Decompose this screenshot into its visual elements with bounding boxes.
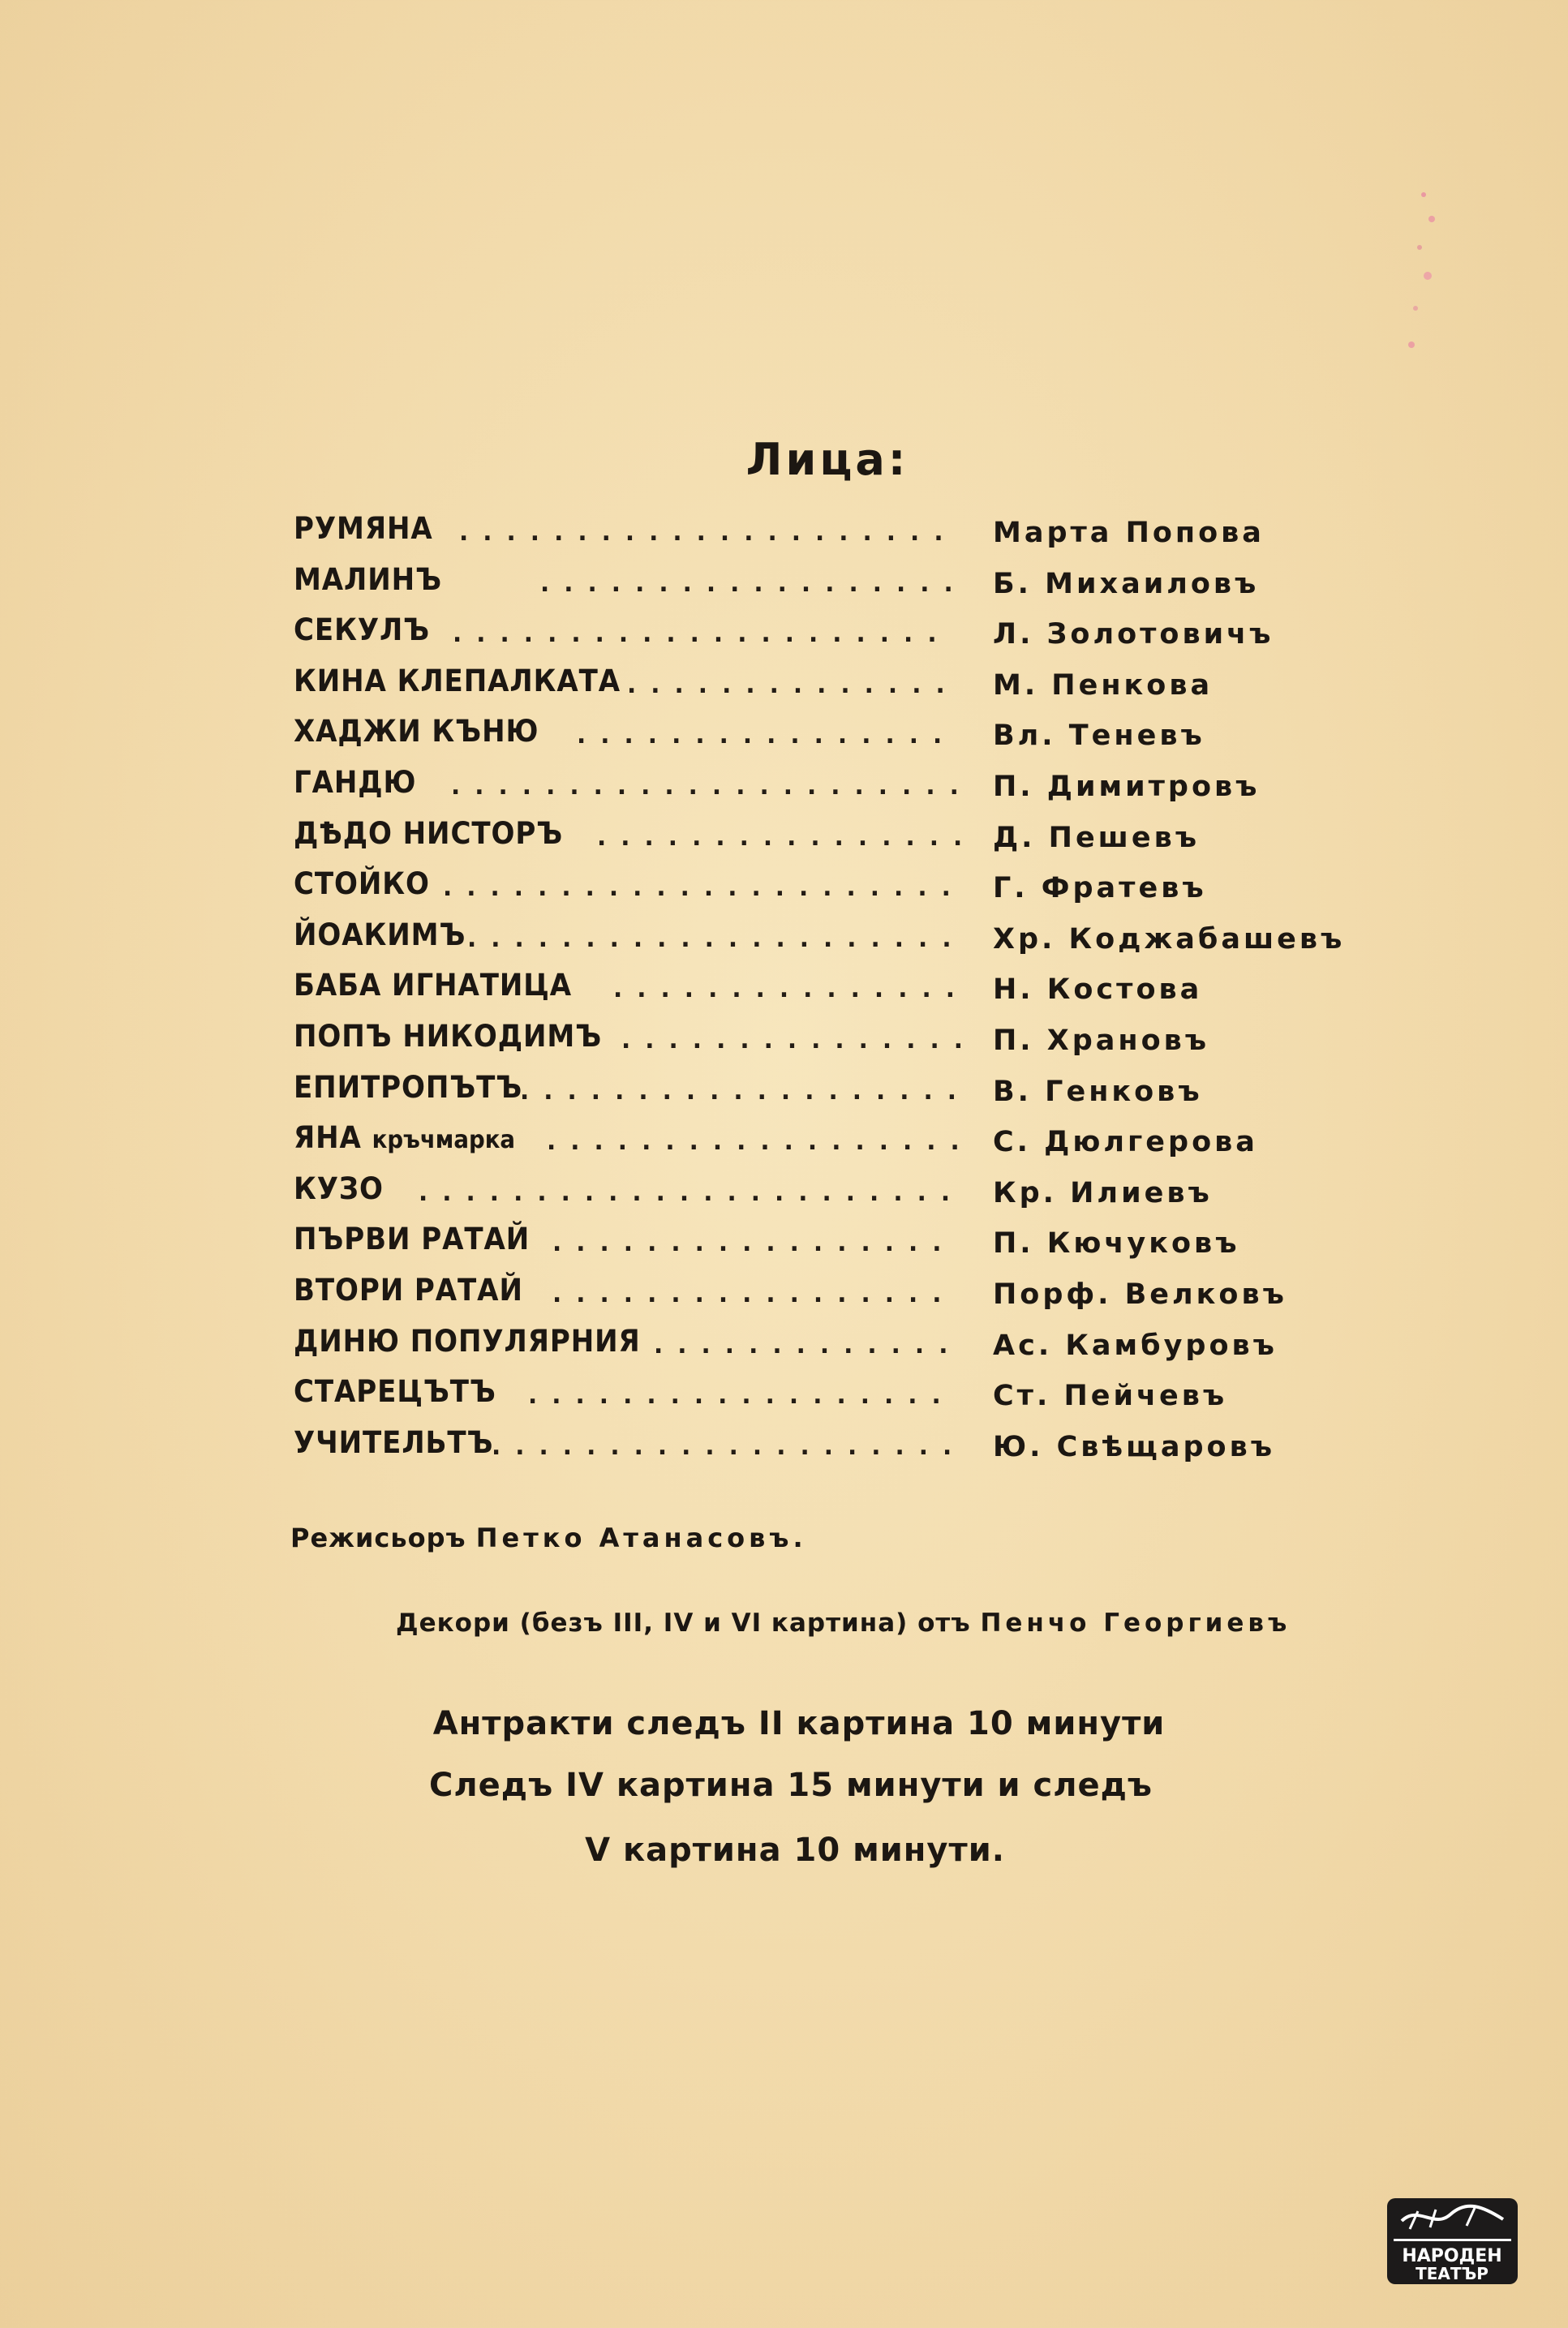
actor-name: Н. Костова: [993, 973, 1203, 1007]
role-title: РУМЯНА: [294, 511, 433, 546]
cast-row: [294, 1171, 1364, 1222]
role-name: [294, 866, 430, 902]
actor-name: В. Генковъ: [993, 1075, 1203, 1108]
actor-name: П. Димитровъ: [993, 770, 1261, 803]
leader-dots: ......................: [448, 769, 970, 801]
role-title: ХАДЖИ КЪНЮ: [294, 714, 539, 750]
director-label: Режисьоръ: [290, 1523, 466, 1553]
intermission-line-1: Антракти следъ II картина 10 минути: [432, 1705, 1166, 1742]
role-name: [294, 1425, 493, 1461]
national-theatre-logo: [1385, 2197, 1519, 2286]
cast-row: [294, 1222, 1364, 1273]
role-title: ЙОАКИМЪ: [294, 917, 466, 952]
actor-name: Марта Попова: [993, 517, 1265, 549]
role-name: [294, 1070, 522, 1106]
leader-dots: .....................: [456, 516, 955, 547]
role-name: [294, 714, 539, 750]
leader-dots: ..................: [525, 1379, 952, 1411]
role-name: [294, 1374, 496, 1410]
role-title: ЯНА: [294, 1120, 362, 1156]
leader-dots: .................: [549, 1226, 953, 1258]
role-title: УЧИТЕЛЬТЪ: [294, 1424, 494, 1460]
role-name: [294, 1273, 523, 1308]
role-title: ГАНДЮ: [294, 764, 417, 800]
cast-list: [294, 511, 1364, 1475]
cast-row: [294, 1425, 1364, 1476]
role-name: [294, 511, 433, 547]
leader-dots: ..............: [624, 668, 956, 699]
cast-row: [294, 1374, 1364, 1425]
leader-dots: .....................: [464, 921, 963, 953]
actor-name: Ас. Камбуровъ: [993, 1329, 1278, 1362]
actor-name: Л. Золотовичъ: [993, 618, 1274, 651]
svg-text:ТЕАТЪР: ТЕАТЪР: [1415, 2264, 1489, 2283]
ink-stain: [1395, 178, 1452, 365]
actor-name: Ю. Свѣщаровъ: [993, 1430, 1276, 1463]
role-title: ПОПЪ НИКОДИМЪ: [294, 1018, 603, 1054]
cast-row: [294, 1324, 1364, 1375]
role-subtitle: кръчмарка: [372, 1126, 516, 1155]
role-name: [294, 612, 430, 648]
cast-row: [294, 511, 1364, 562]
role-name: [294, 1120, 515, 1158]
leader-dots: .............: [651, 1328, 960, 1359]
actor-name: Д. Пешевъ: [993, 821, 1201, 854]
role-name: [294, 968, 572, 1003]
leader-dots: ..................: [537, 566, 964, 598]
cast-row: [294, 866, 1364, 917]
cast-row: [294, 1019, 1364, 1070]
leader-dots: ...................: [517, 1074, 969, 1106]
role-title: КУЗО: [294, 1170, 384, 1206]
cast-row: [294, 562, 1364, 613]
actor-name: Ст. Пейчевъ: [993, 1380, 1228, 1413]
role-title: МАЛИНЪ: [294, 561, 442, 597]
leader-dots: ..................: [543, 1125, 971, 1157]
decor-line: [396, 1609, 1291, 1638]
role-name: [294, 816, 563, 852]
cast-row: [294, 1070, 1364, 1121]
role-name: [294, 664, 621, 699]
role-name: [294, 1171, 384, 1207]
role-title: СТОЙКО: [294, 866, 430, 902]
role-title: ПЪРВИ РАТАЙ: [294, 1222, 531, 1257]
leader-dots: ................: [574, 719, 954, 750]
cast-row: [294, 714, 1364, 765]
actor-name: Хр. Коджабашевъ: [993, 922, 1346, 956]
decor-label: Декори (безъ III, IV и VI картина) отъ: [396, 1609, 971, 1638]
cast-row: [294, 968, 1364, 1019]
director-line: [290, 1523, 807, 1553]
role-title: ЕПИТРОПЪТЪ: [294, 1069, 523, 1105]
decor-name: Пенчо Георгиевъ: [980, 1609, 1291, 1638]
actor-name: Порф. Велковъ: [993, 1278, 1287, 1311]
leader-dots: .......................: [415, 1175, 962, 1207]
role-title: СТАРЕЦЪТЪ: [294, 1374, 496, 1410]
actor-name: С. Дюлгерова: [993, 1126, 1258, 1159]
cast-row: [294, 1120, 1364, 1171]
role-title: КИНА КЛЕПАЛКАТА: [294, 663, 621, 698]
leader-dots: ....................: [488, 1429, 964, 1461]
cast-row: [294, 664, 1364, 715]
svg-text:НАРОДЕН: НАРОДЕН: [1402, 2246, 1502, 2266]
leader-dots: ................: [594, 820, 974, 852]
actor-name: Б. Михаиловъ: [993, 567, 1260, 600]
cast-row: [294, 612, 1364, 664]
actor-name: М. Пенкова: [993, 668, 1214, 702]
role-name: [294, 1019, 602, 1054]
role-title: БАБА ИГНАТИЦА: [294, 968, 573, 1003]
role-title: ДѢДО НИСТОРЪ: [294, 815, 564, 851]
role-title: СЕКУЛЪ: [294, 612, 431, 648]
actor-name: Кр. Илиевъ: [993, 1176, 1213, 1209]
role-title: ДИНЮ ПОПУЛЯРНИЯ: [294, 1323, 641, 1359]
cast-row: [294, 1273, 1364, 1324]
cast-row: [294, 816, 1364, 867]
actor-name: П. Храновъ: [993, 1024, 1210, 1057]
leader-dots: ...............: [610, 973, 966, 1004]
actor-name: Вл. Теневъ: [993, 719, 1205, 753]
role-title: ВТОРИ РАТАЙ: [294, 1272, 523, 1308]
cast-row: [294, 765, 1364, 816]
intermission-line-3: V картина 10 минути.: [585, 1832, 1005, 1869]
role-name: [294, 562, 442, 598]
leader-dots: ......................: [440, 871, 962, 903]
intermission-line-2: Следъ IV картина 15 минути и следъ: [429, 1767, 1153, 1804]
leader-dots: ...............: [618, 1023, 974, 1054]
leader-dots: .................: [549, 1277, 953, 1308]
cast-heading: Лица:: [745, 434, 909, 485]
role-name: [294, 917, 466, 953]
actor-name: Г. Фратевъ: [993, 872, 1207, 905]
role-name: [294, 765, 416, 801]
role-name: [294, 1324, 641, 1359]
cast-row: [294, 917, 1364, 969]
director-name: Петко Атанасовъ.: [475, 1523, 807, 1553]
leader-dots: .....................: [449, 617, 948, 649]
role-name: [294, 1222, 530, 1257]
actor-name: П. Кючуковъ: [993, 1227, 1240, 1261]
